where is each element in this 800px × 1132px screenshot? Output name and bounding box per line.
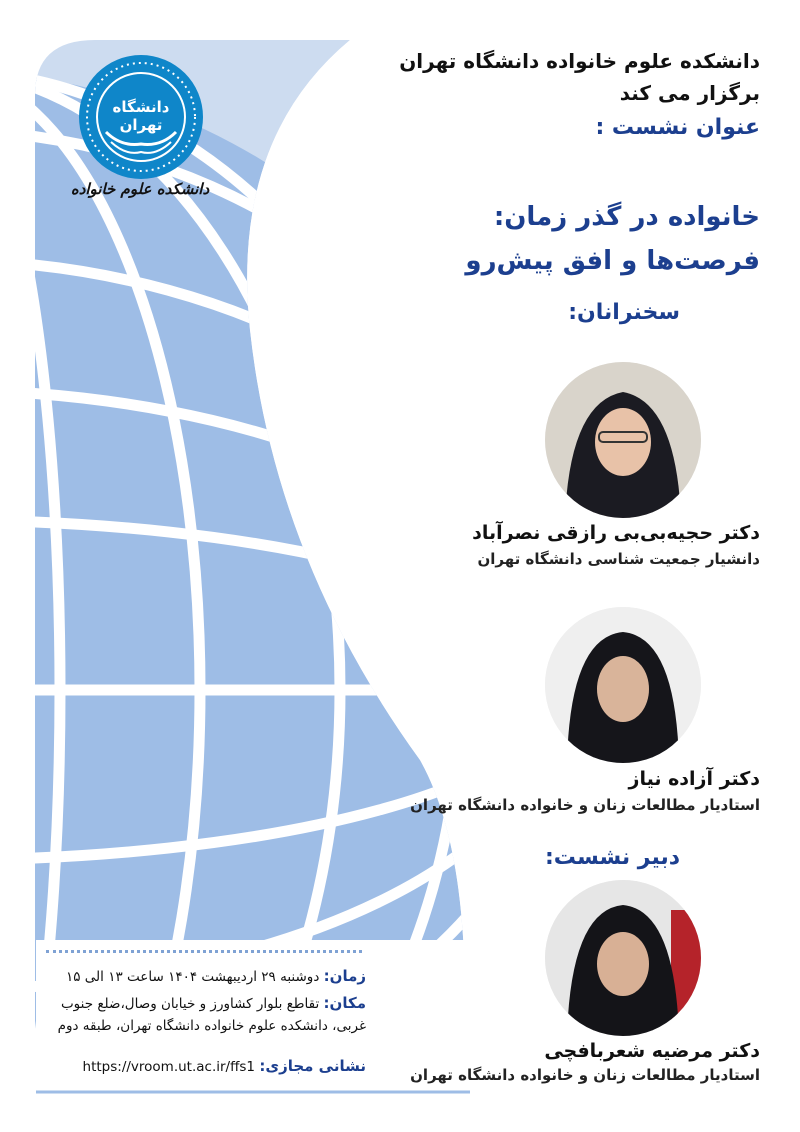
virtual-address-label: نشانی مجازی: (259, 1057, 366, 1075)
logo-emblem-text: دانشگاه تهران (112, 98, 170, 134)
chair-photo (545, 880, 701, 1036)
topic-line: فرصت‌ها و افق پیش‌رو (465, 246, 760, 276)
chair-name: دکتر مرضیه شعربافچی (544, 1040, 760, 1062)
place-label: مکان: (323, 994, 366, 1012)
portrait-image (545, 880, 701, 1036)
time-label: زمان: (323, 967, 366, 985)
time-info (36, 965, 366, 988)
organizer-subline: برگزار می کند (619, 81, 760, 105)
speaker-photo (545, 362, 701, 518)
logo-caption: دانشکده علوم خانواده (70, 180, 210, 198)
portrait-image (545, 362, 701, 518)
session-title-label: عنوان نشست : (595, 115, 760, 140)
virtual-address-link[interactable]: https://vroom.ut.ac.ir/ffs1 (82, 1059, 256, 1075)
organizer-line: دانشکده علوم خانواده دانشگاه تهران (399, 49, 760, 73)
speaker-name: دکتر آزاده نیاز (628, 768, 760, 790)
time-value: دوشنبه ۲۹ اردیبهشت ۱۴۰۴ ساعت ۱۳ الی ۱۵ (66, 969, 320, 985)
portrait-image (545, 607, 701, 763)
chair-role: استادیار مطالعات زنان و خانواده دانشگاه تهران (410, 1066, 760, 1084)
speaker-role: استادیار مطالعات زنان و خانواده دانشگاه تهران (410, 796, 760, 814)
organizer-block (280, 45, 760, 109)
dotted-divider (46, 950, 362, 953)
speaker-role: دانشیار جمعیت شناسی دانشگاه تهران (477, 550, 760, 568)
session-topic (300, 195, 760, 283)
chair-heading: دبیر نشست: (545, 845, 680, 870)
place-value: تقاطع بلوار کشاورز و خیابان وصال،ضلع جنوب غربی، دانشکده علوم خانواده دانشگاه تهران، طبقه دوم (57, 996, 366, 1034)
place-info (36, 992, 366, 1037)
speaker-photo (545, 607, 701, 763)
topic-line: خانواده در گذر زمان: (493, 202, 760, 232)
speakers-heading: سخنرانان: (568, 300, 680, 325)
virtual-address-info (36, 1055, 366, 1078)
speaker-name: دکتر حجیه‌بی‌بی رازقی نصرآباد (472, 522, 760, 544)
